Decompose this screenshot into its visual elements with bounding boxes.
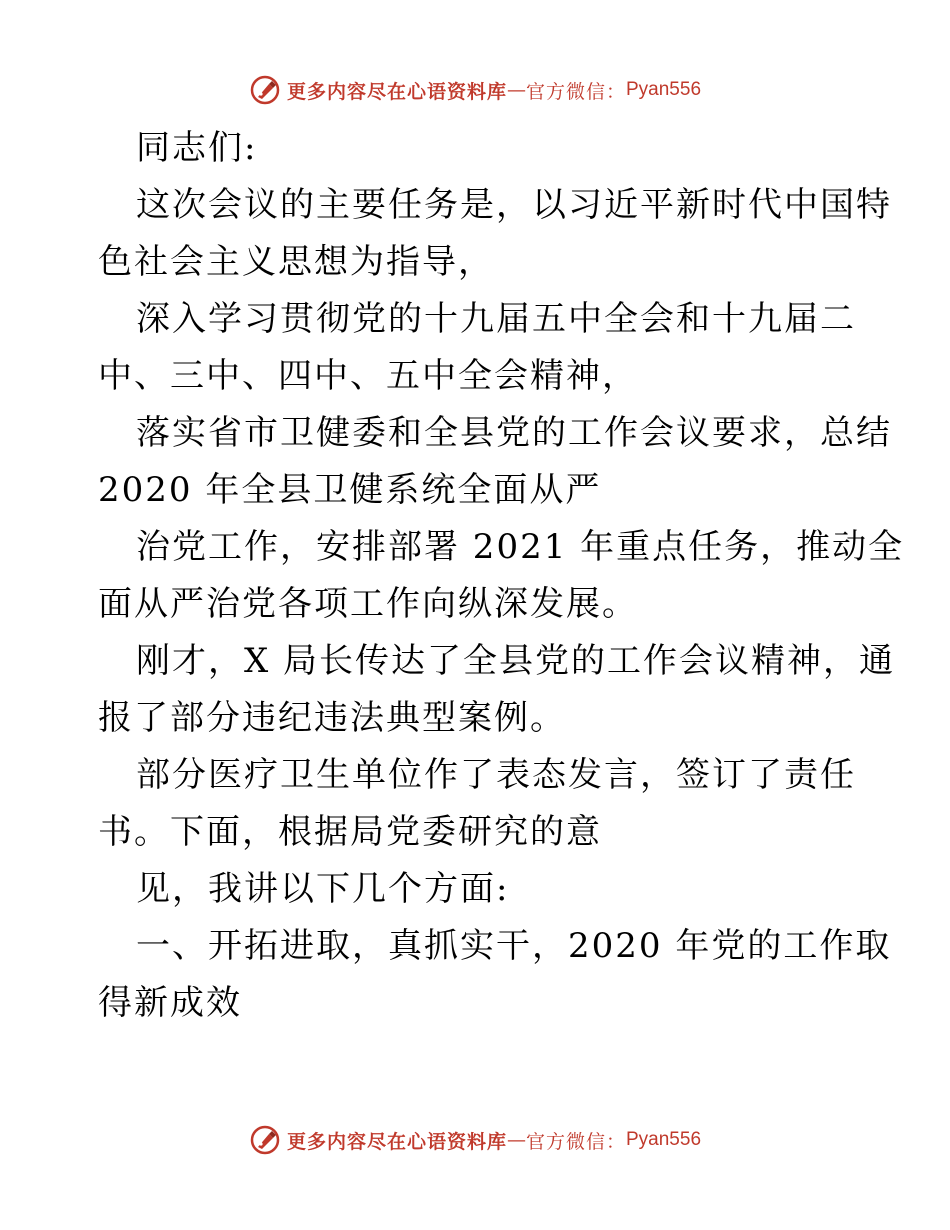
banner-dash: — (506, 79, 526, 101)
text-line: 中、三中、四中、五中全会精神， (98, 356, 638, 396)
text-line: 报了部分违纪违法典型案例。 (98, 698, 566, 738)
banner-wechat-id: Pyan556 (626, 79, 702, 100)
text-line: 书。下面，根据局党委研究的意 (98, 812, 602, 852)
footer-banner (0, 1120, 950, 1160)
text-line: 落实省市卫健委和全县党的工作会议要求，总结 (136, 413, 892, 453)
banner-wechat-label: 官方微信： (525, 80, 626, 103)
banner-brand-text: 更多内容尽在心语资料库 (286, 80, 507, 103)
text-line: 2020 年全县卫健系统全面从严 (98, 470, 602, 510)
text-line: 深入学习贯彻党的十九届五中全会和十九届二 (136, 299, 856, 339)
text-line: 同志们: (136, 128, 258, 168)
text-line: 治党工作，安排部署 2021 年重点任务，推动全 (136, 527, 905, 567)
text-line: 得新成效 (98, 983, 242, 1023)
text-line: 色社会主义思想为指导， (98, 242, 494, 282)
text-line: 刚才，X 局长传达了全县党的工作会议精神，通 (136, 641, 896, 681)
banner-dash: — (506, 1129, 526, 1151)
pen-nib-logo-icon (249, 1124, 281, 1156)
banner-brand-text: 更多内容尽在心语资料库 (286, 1130, 507, 1153)
text-line: 部分医疗卫生单位作了表态发言，签订了责任 (136, 755, 856, 795)
text-line: 这次会议的主要任务是，以习近平新时代中国特 (136, 185, 892, 225)
text-line: 面从严治党各项工作向纵深发展。 (98, 584, 638, 624)
body-text (98, 120, 905, 1032)
banner-wechat-id: Pyan556 (626, 1129, 702, 1150)
pen-nib-logo-icon (249, 74, 281, 106)
text-line: 一、开拓进取，真抓实干，2020 年党的工作取 (136, 926, 892, 966)
banner-wechat-label: 官方微信： (525, 1130, 626, 1153)
header-banner (0, 70, 950, 110)
text-line: 见，我讲以下几个方面: (136, 869, 510, 909)
